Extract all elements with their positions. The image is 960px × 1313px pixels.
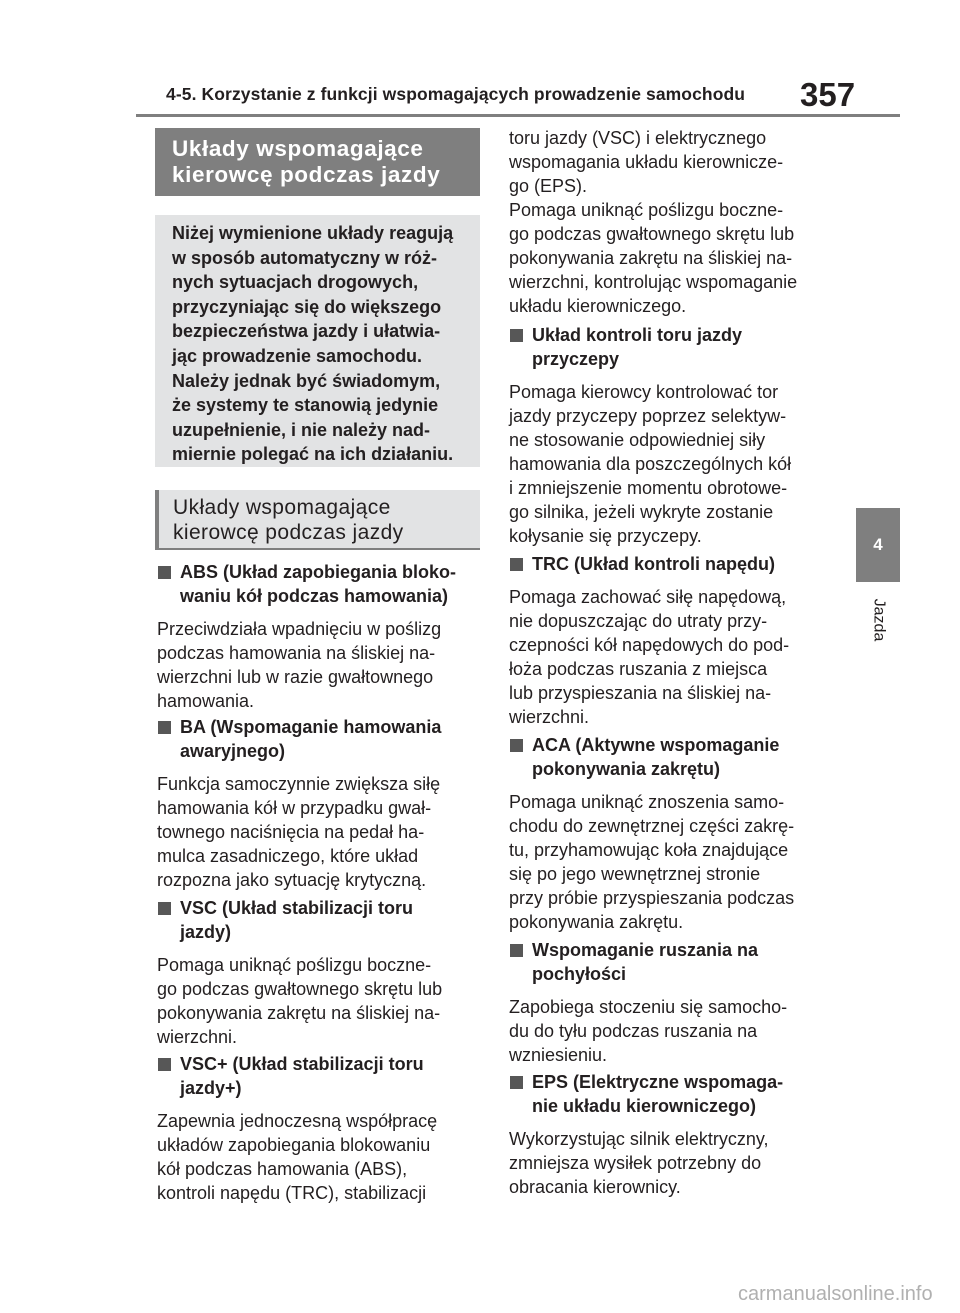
description-line: wzniesieniu. — [509, 1045, 608, 1065]
description-line: układów zapobiegania blokowaniu — [157, 1135, 431, 1155]
description-line: wierzchni. — [157, 1027, 238, 1047]
title-line: Układy wspomagające — [172, 136, 424, 161]
title-line: kierowcę podczas jazdy — [172, 162, 441, 187]
description-line: obracania kierownicy. — [509, 1177, 681, 1197]
description-line: rozpozna jako sytuację krytyczną. — [157, 870, 427, 890]
section-heading — [155, 490, 480, 550]
intro-line: przyczyniając się do większego — [172, 296, 442, 317]
intro-line: jąc prowadzenie samochodu. — [172, 345, 423, 366]
description-line: Pomaga uniknąć poślizgu boczne- — [509, 200, 784, 220]
description-line: hamowania. — [157, 691, 255, 711]
description-line: go podczas gwałtownego skrętu lub — [509, 224, 795, 244]
description-line: i zmniejszenie momentu obrotowe- — [509, 478, 788, 498]
feature-heading-line: BA (Wspomaganie hamowania — [180, 717, 442, 737]
feature-heading-line: VSC (Układ stabilizacji toru — [180, 898, 414, 918]
feature-heading-line: waniu kół podczas hamowania) — [180, 586, 449, 606]
description-line: układu kierowniczego. — [509, 296, 687, 316]
description-line: kół podczas hamowania (ABS), — [157, 1159, 408, 1179]
description-line: ne stosowanie odpowiedniej siły — [509, 430, 766, 450]
section-heading-line: Układy wspomagające — [173, 496, 391, 519]
square-bullet-icon — [158, 902, 171, 915]
feature-heading — [509, 733, 839, 781]
feature-heading-line: VSC+ (Układ stabilizacji toru — [180, 1054, 424, 1074]
square-bullet-icon — [510, 739, 523, 752]
feature-description — [509, 585, 839, 729]
feature-description — [157, 772, 487, 892]
description-line: wierzchni, kontrolując wspomaganie — [509, 272, 798, 292]
description-line: chodu do zewnętrznej części zakrę- — [509, 816, 795, 836]
feature-heading-line: EPS (Elektryczne wspomaga- — [532, 1072, 784, 1092]
feature-heading-line: awaryjnego) — [180, 741, 286, 761]
feature-description — [157, 953, 487, 1049]
description-line: Pomaga zachować siłę napędową, — [509, 587, 787, 607]
chapter-label — [866, 590, 890, 650]
feature-heading — [509, 1070, 839, 1118]
feature-item-ba — [157, 715, 487, 892]
description-line: lub przyspieszania na śliskiej na- — [509, 683, 772, 703]
feature-heading-line: ACA (Aktywne wspomaganie — [532, 735, 780, 755]
intro-line: w sposób automatyczny w róż- — [172, 247, 438, 268]
intro-line: Należy jednak być świadomym, — [172, 370, 441, 391]
intro-line: uzupełnienie, i nie należy nad- — [172, 419, 431, 440]
feature-heading-line: Wspomaganie ruszania na — [532, 940, 759, 960]
description-line: jazdy przyczepy poprzez selektyw- — [509, 406, 787, 426]
description-line: pokonywania zakrętu. — [509, 912, 684, 932]
intro-box — [155, 215, 480, 467]
description-line: łoża podczas ruszania z miejsca — [509, 659, 768, 679]
square-bullet-icon — [158, 721, 171, 734]
description-line: pokonywania zakrętu na śliskiej na- — [157, 1003, 441, 1023]
description-line: Pomaga uniknąć znoszenia samo- — [509, 792, 785, 812]
feature-item-abs — [157, 560, 487, 713]
square-bullet-icon — [510, 558, 523, 571]
description-line: hamowania dla poszczególnych kół — [509, 454, 792, 474]
intro-line: Niżej wymienione układy reagują — [172, 223, 454, 243]
description-line: Zapobiega stoczeniu się samocho- — [509, 997, 788, 1017]
square-bullet-icon — [158, 566, 171, 579]
description-line: podczas hamowania na śliskiej na- — [157, 643, 436, 663]
feature-heading — [509, 552, 839, 576]
description-line: wspomagania układu kierownicze- — [509, 152, 784, 172]
description-line: zmniejsza wysiłek potrzebny do — [509, 1153, 762, 1173]
header-rule — [136, 114, 900, 117]
feature-item-vsc — [157, 896, 487, 1049]
description-line: Zapewnia jednoczesną współpracę — [157, 1111, 438, 1131]
feature-description — [157, 1109, 487, 1205]
square-bullet-icon — [510, 1076, 523, 1089]
description-line: Funkcja samoczynnie zwiększa siłę — [157, 774, 441, 794]
description-line: nie dopuszczając do utraty przy- — [509, 611, 768, 631]
feature-item-aca — [509, 733, 839, 934]
feature-description — [509, 1127, 839, 1199]
intro-line: nych sytuacjach drogowych, — [172, 272, 419, 293]
feature-item-hill-start — [509, 938, 839, 1067]
description-line: du do tyłu podczas ruszania na — [509, 1021, 758, 1041]
description-line: go (EPS). — [509, 176, 588, 196]
description-line: hamowania kół w przypadku gwał- — [157, 798, 432, 818]
description-line: wierzchni. — [509, 707, 590, 727]
feature-heading-line: Układ kontroli toru jazdy — [532, 325, 743, 345]
feature-item-eps — [509, 1070, 839, 1199]
description-line: kołysanie się przyczepy. — [509, 526, 702, 546]
description-line: przy próbie przyspieszania podczas — [509, 888, 795, 908]
feature-heading-line: jazdy+) — [180, 1078, 242, 1098]
continuation-text — [509, 126, 839, 318]
description-line: tu, przyhamowując koła znajdujące — [509, 840, 789, 860]
feature-heading — [157, 560, 487, 608]
description-line: Pomaga uniknąć poślizgu boczne- — [157, 955, 432, 975]
watermark: carmanualsonline.info — [738, 1283, 933, 1305]
feature-item-trc — [509, 552, 839, 729]
square-bullet-icon — [510, 944, 523, 957]
feature-heading-line: nie układu kierowniczego) — [532, 1096, 757, 1116]
description-line: czepności kół napędowych do pod- — [509, 635, 790, 655]
feature-heading — [509, 323, 839, 371]
feature-heading — [157, 715, 487, 763]
intro-line: bezpieczeństwa jazdy i ułatwia- — [172, 321, 441, 342]
feature-heading-line: jazdy) — [180, 922, 232, 942]
feature-description — [157, 617, 487, 713]
section-title-box — [155, 128, 480, 196]
feature-heading — [157, 1052, 487, 1100]
feature-item-trailer-sway — [509, 323, 839, 548]
chapter-tab: 4 — [856, 508, 900, 582]
running-header-title: 4-5. Korzystanie z funkcji wspomagających prowadzenie samochodu — [166, 84, 746, 104]
square-bullet-icon — [510, 329, 523, 342]
intro-line: miernie polegać na ich działaniu. — [172, 444, 454, 465]
description-line: się po jego wewnętrznej stronie — [509, 864, 761, 884]
feature-heading-line: przyczepy — [532, 349, 620, 369]
description-line: go podczas gwałtownego skrętu lub — [157, 979, 443, 999]
feature-heading-line: pochyłości — [532, 964, 627, 984]
description-line: Pomaga kierowcy kontrolować tor — [509, 382, 779, 402]
description-line: Wykorzystując silnik elektryczny, — [509, 1129, 769, 1149]
feature-heading — [157, 896, 487, 944]
description-line: townego naciśnięcia na pedał ha- — [157, 822, 425, 842]
square-bullet-icon — [158, 1058, 171, 1071]
feature-heading-line: TRC (Układ kontroli napędu) — [532, 554, 775, 574]
description-line: wierzchni lub w razie gwałtownego — [157, 667, 434, 687]
feature-description — [509, 380, 839, 548]
feature-description — [509, 995, 839, 1067]
description-line: mulca zasadniczego, które układ — [157, 846, 419, 866]
feature-heading-line: ABS (Układ zapobiegania bloko- — [180, 562, 457, 582]
feature-heading — [509, 938, 839, 986]
description-line: kontroli napędu (TRC), stabilizacji — [157, 1183, 427, 1203]
feature-item-vsc-plus — [157, 1052, 487, 1205]
chapter-label-text: Jazda — [870, 598, 888, 642]
section-heading-line: kierowcę podczas jazdy — [173, 520, 404, 544]
intro-line: że systemy te stanowią jedynie — [172, 395, 439, 416]
description-line: toru jazdy (VSC) i elektrycznego — [509, 128, 767, 148]
description-line: Przeciwdziała wpadnięciu w poślizg — [157, 619, 442, 639]
description-line: go silnika, jeżeli wykryte zostanie — [509, 502, 774, 522]
feature-heading-line: pokonywania zakrętu) — [532, 759, 721, 779]
feature-description — [509, 790, 839, 934]
description-line: pokonywania zakrętu na śliskiej na- — [509, 248, 793, 268]
page-number: 357 — [800, 76, 856, 113]
